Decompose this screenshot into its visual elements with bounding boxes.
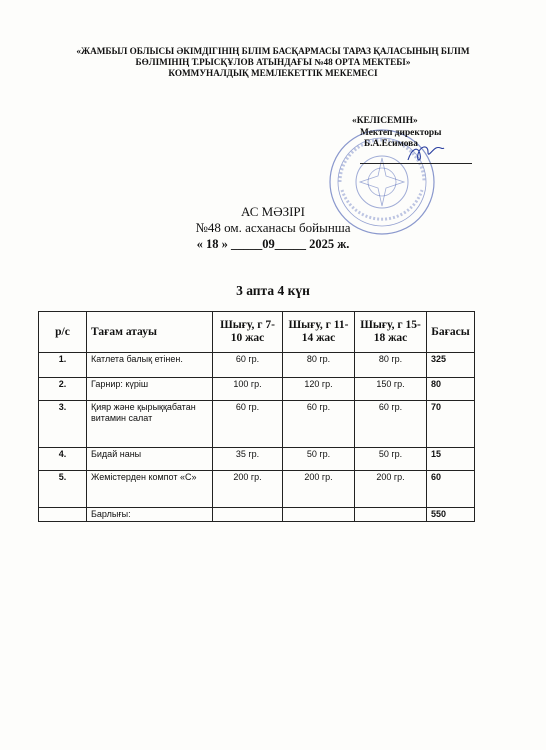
portion-7-10: 60 гр. bbox=[213, 353, 283, 378]
header-line-1: «ЖАМБЫЛ ОБЛЫСЫ ӘКІМДІГІНІҢ БІЛІМ БАСҚАРМАСЫ ТАРАЗ ҚАЛАСЫНЫҢ БІЛІМ bbox=[76, 46, 470, 56]
portion-15-18: 80 гр. bbox=[355, 353, 427, 378]
total-label: Барлығы: bbox=[87, 508, 213, 522]
dish-price: 60 bbox=[427, 471, 475, 508]
header-line-3: КОММУНАЛДЫҚ МЕМЛЕКЕТТІК МЕКЕМЕСІ bbox=[168, 68, 378, 78]
dish-name: Катлета балық етінен. bbox=[87, 353, 213, 378]
portion-11-14: 80 гр. bbox=[283, 353, 355, 378]
total-empty-cell bbox=[213, 508, 283, 522]
signature-icon bbox=[404, 140, 448, 166]
dish-name: Бидай наны bbox=[87, 448, 213, 471]
col-header-age-7-10: Шығу, г 7-10 жас bbox=[213, 312, 283, 353]
table-row bbox=[39, 448, 475, 471]
header-line-2: БӨЛІМІНІҢ Т.РЫСҚҰЛОВ АТЫНДАҒЫ №48 ОРТА МЕКТЕБІ» bbox=[135, 57, 411, 67]
row-number: 1. bbox=[39, 353, 87, 378]
col-header-dish: Тағам атауы bbox=[87, 312, 213, 353]
approval-name: Б.А.Есимова bbox=[364, 139, 418, 149]
dish-price: 70 bbox=[427, 401, 475, 448]
col-header-age-11-14: Шығу, г 11-14 жас bbox=[283, 312, 355, 353]
dish-price: 80 bbox=[427, 378, 475, 401]
portion-11-14: 120 гр. bbox=[283, 378, 355, 401]
dish-name: Жемістерден компот «С» bbox=[87, 471, 213, 508]
portion-7-10: 200 гр. bbox=[213, 471, 283, 508]
page-subtitle: №48 ом. асханасы бойынша bbox=[195, 220, 351, 235]
approval-position: Мектеп директоры bbox=[360, 127, 442, 138]
portion-7-10: 100 гр. bbox=[213, 378, 283, 401]
portion-15-18: 50 гр. bbox=[355, 448, 427, 471]
table-header-row bbox=[39, 312, 475, 353]
col-header-no: р/с bbox=[39, 312, 87, 353]
page-title: АС МӘЗІРІ bbox=[240, 204, 305, 219]
row-number: 4. bbox=[39, 448, 87, 471]
row-number: 3. bbox=[39, 401, 87, 448]
approval-label: «КЕЛІСЕМІН» bbox=[352, 116, 418, 126]
portion-11-14: 200 гр. bbox=[283, 471, 355, 508]
dish-price: 325 bbox=[427, 353, 475, 378]
title-block bbox=[0, 204, 546, 252]
table-row bbox=[39, 378, 475, 401]
dish-name: Гарнир: күріш bbox=[87, 378, 213, 401]
menu-table bbox=[38, 311, 475, 522]
portion-7-10: 35 гр. bbox=[213, 448, 283, 471]
portion-15-18: 200 гр. bbox=[355, 471, 427, 508]
total-empty-cell bbox=[283, 508, 355, 522]
portion-7-10: 60 гр. bbox=[213, 401, 283, 448]
portion-11-14: 50 гр. bbox=[283, 448, 355, 471]
row-number: 5. bbox=[39, 471, 87, 508]
total-empty-cell bbox=[39, 508, 87, 522]
week-day-label: 3 апта 4 күн bbox=[236, 283, 310, 298]
menu-date: « 18 » _____09_____ 2025 ж. bbox=[196, 237, 350, 251]
total-value: 550 bbox=[427, 508, 475, 522]
col-header-age-15-18: Шығу, г 15-18 жас bbox=[355, 312, 427, 353]
portion-15-18: 60 гр. bbox=[355, 401, 427, 448]
school-header bbox=[30, 46, 516, 79]
col-header-price: Бағасы bbox=[427, 312, 475, 353]
table-row bbox=[39, 353, 475, 378]
table-row bbox=[39, 401, 475, 448]
table-row bbox=[39, 471, 475, 508]
row-number: 2. bbox=[39, 378, 87, 401]
dish-name: Қияр және қырыққабатан витамин салат bbox=[87, 401, 213, 448]
dish-price: 15 bbox=[427, 448, 475, 471]
portion-11-14: 60 гр. bbox=[283, 401, 355, 448]
total-row bbox=[39, 508, 475, 522]
total-empty-cell bbox=[355, 508, 427, 522]
portion-15-18: 150 гр. bbox=[355, 378, 427, 401]
